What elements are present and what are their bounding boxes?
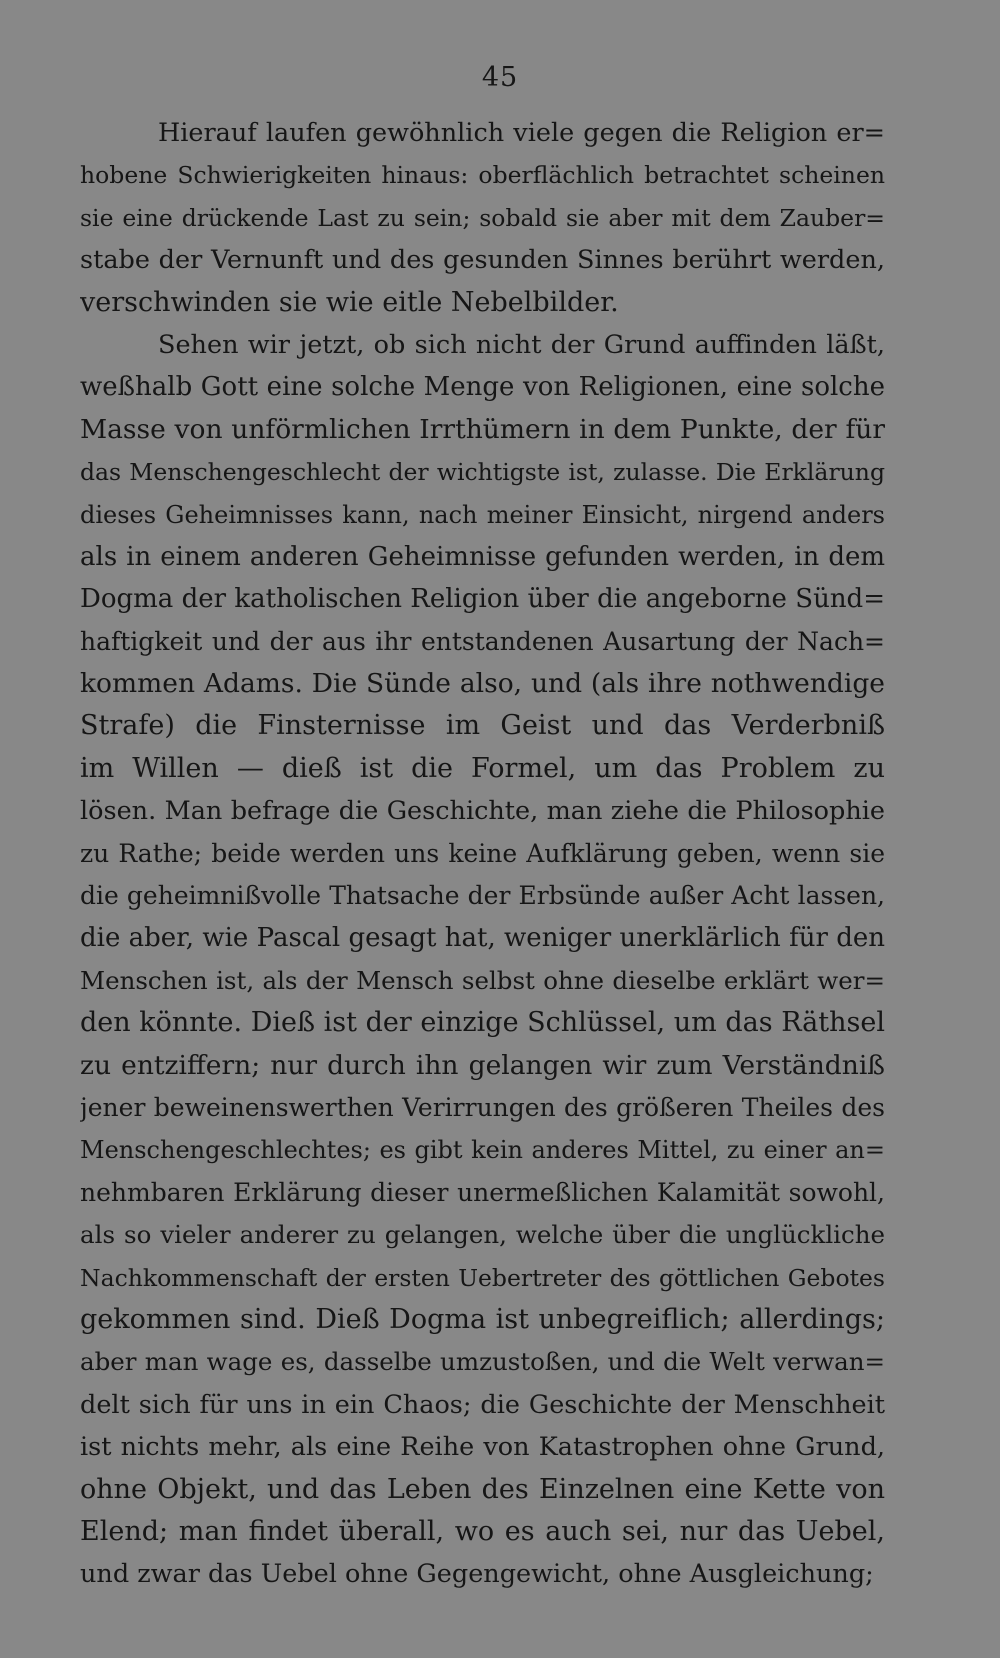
text-line: die aber, wie Pascal gesagt hat, weniger unerklärlich für den	[80, 923, 885, 954]
text-line: als in einem anderen Geheimnisse gefunden werden, in dem	[80, 541, 885, 572]
text-line: Menschengeschlechtes; es gibt kein anderes Mittel, zu einer an=	[80, 1136, 885, 1165]
text-line: ist nichts mehr, als eine Reihe von Katastrophen ohne Grund,	[80, 1432, 885, 1463]
text-line: als so vieler anderer zu gelangen, welche über die unglückliche	[80, 1220, 885, 1250]
text-line: Hierauf laufen gewöhnlich viele gegen die Religion er=	[158, 118, 885, 148]
page-number: 45	[481, 62, 519, 93]
text-line: stabe der Vernunft und des gesunden Sinnes berührt werden,	[80, 245, 885, 276]
text-line: Elend; man findet überall, wo es auch sei, nur das Uebel,	[80, 1515, 885, 1547]
text-line: gekommen sind. Dieß Dogma ist unbegreiflich; allerdings;	[80, 1303, 885, 1335]
text-line: zu entziffern; nur durch ihn gelangen wir zum Verständniß	[80, 1049, 885, 1081]
text-line: weßhalb Gott eine solche Menge von Religionen, eine solche	[80, 372, 885, 403]
text-line: Dogma der katholischen Religion über die angeborne Sünd=	[80, 584, 885, 615]
text-line: kommen Adams. Die Sünde also, und (als ihre nothwendige	[80, 668, 885, 700]
text-line: zu Rathe; beide werden uns keine Aufklärung geben, wenn sie	[80, 838, 885, 868]
text-line: delt sich für uns in ein Chaos; die Geschichte der Menschheit	[80, 1389, 885, 1420]
text-line: Sehen wir jetzt, ob sich nicht der Grund auffinden läßt,	[158, 329, 885, 360]
text-line: Nachkommenschaft der ersten Uebertreter des göttlichen Gebotes	[80, 1263, 885, 1292]
text-line: hobene Schwierigkeiten hinaus: oberflächlich betrachtet scheinen	[80, 161, 885, 190]
text-line: Strafe) die Finsternisse im Geist und das Verderbniß	[80, 710, 885, 742]
text-line: Menschen ist, als der Mensch selbst ohne dieselbe erklärt wer=	[80, 965, 885, 995]
text-line: aber man wage es, dasselbe umzustoßen, und die Welt verwan=	[80, 1347, 885, 1377]
text-line: sie eine drückende Last zu sein; sobald sie aber mit dem Zauber=	[80, 203, 885, 232]
text-line: den könnte. Dieß ist der einzige Schlüssel, um das Räthsel	[80, 1007, 885, 1039]
text-line: dieses Geheimnisses kann, nach meiner Einsicht, nirgend anders	[80, 500, 885, 529]
text-line: die geheimnißvolle Thatsache der Erbsünde außer Acht lassen,	[80, 881, 885, 911]
text-line: im Willen — dieß ist die Formel, um das Problem zu	[80, 752, 885, 784]
text-line: und zwar das Uebel ohne Gegengewicht, ohne Ausgleichung;	[80, 1559, 874, 1590]
text-line: jener beweinenswerthen Verirrungen des größeren Theiles des	[80, 1092, 885, 1122]
body-text	[80, 112, 885, 1596]
text-line: das Menschengeschlecht der wichtigste ist, zulasse. Die Erklärung	[80, 458, 885, 487]
text-line: verschwinden sie wie eitle Nebelbilder.	[80, 286, 619, 318]
text-line: ohne Objekt, und das Leben des Einzelnen eine Kette von	[80, 1473, 885, 1505]
text-line: nehmbaren Erklärung dieser unermeßlichen Kalamität sowohl,	[80, 1177, 885, 1207]
text-line: Masse von unförmlichen Irrthümern in dem Punkte, der für	[80, 413, 885, 445]
text-line: haftigkeit und der aus ihr entstandenen Ausartung der Nach=	[80, 626, 885, 656]
text-line: lösen. Man befrage die Geschichte, man ziehe die Philosophie	[80, 796, 885, 827]
